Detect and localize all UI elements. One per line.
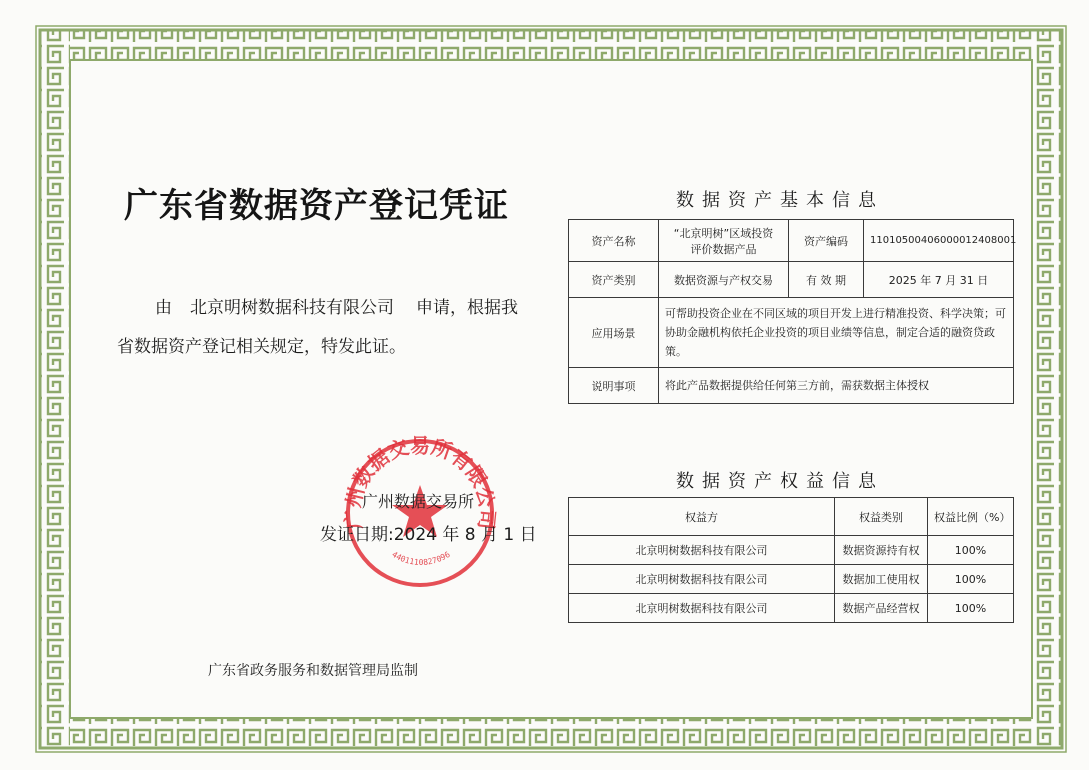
ratio-cell: 100% <box>928 536 1014 565</box>
table-row <box>569 368 1014 404</box>
svg-text:4401110827096 <box>390 550 452 567</box>
certificate-title: 广东省数据资产登记凭证 <box>124 186 509 226</box>
party-cell: 北京明树数据科技有限公司 <box>569 565 835 594</box>
notes-label: 说明事项 <box>569 368 659 404</box>
category-cell: 数据加工使用权 <box>835 565 928 594</box>
statement-suffix: 申请，根据我 <box>416 298 518 318</box>
rights-info-title: 数据资产权益信息 <box>676 471 884 492</box>
header-ratio: 权益比例（%） <box>928 498 1014 536</box>
validity-label: 有 效 期 <box>789 262 864 298</box>
header-party: 权益方 <box>569 498 835 536</box>
asset-name-line-1: “北京明树”区域投资 <box>673 226 774 240</box>
statement-line-2: 省数据资产登记相关规定，特发此证。 <box>117 337 406 357</box>
asset-code-label: 资产编码 <box>789 220 864 262</box>
issue-date: 发证日期:2024 年 8 月 1 日 <box>320 525 537 545</box>
asset-name-value <box>659 220 789 262</box>
table-row <box>569 536 1014 565</box>
asset-code-value: 11010500406000012408001 <box>864 220 1014 262</box>
asset-category-value: 数据资源与产权交易 <box>659 262 789 298</box>
table-header-row <box>569 498 1014 536</box>
official-seal <box>340 433 500 593</box>
ratio-cell: 100% <box>928 565 1014 594</box>
scenario-value: 可帮助投资企业在不同区域的项目开发上进行精准投资、科学决策；可协助金融机构依托企业投资的项目业绩等信息，制定合适的融资贷政策。 <box>659 298 1014 368</box>
table-row <box>569 262 1014 298</box>
asset-name-line-2: 评价数据产品 <box>690 242 757 256</box>
table-row <box>569 594 1014 623</box>
issuer-name: 广州数据交易所 <box>362 492 475 511</box>
table-row <box>569 220 1014 262</box>
asset-category-label: 资产类别 <box>569 262 659 298</box>
basic-info-table <box>568 219 1017 404</box>
ratio-cell: 100% <box>928 594 1014 623</box>
statement-prefix: 由 <box>155 298 172 318</box>
seal-ring-text: 广州数据交易所有限公司 <box>340 433 500 531</box>
basic-info-title: 数据资产基本信息 <box>676 190 884 211</box>
scenario-label: 应用场景 <box>569 298 659 368</box>
table-row <box>569 298 1014 368</box>
party-cell: 北京明树数据科技有限公司 <box>569 594 835 623</box>
party-cell: 北京明树数据科技有限公司 <box>569 536 835 565</box>
notes-value: 将此产品数据提供给任何第三方前，需获数据主体授权 <box>659 368 1014 404</box>
applicant-name: 北京明树数据科技有限公司 <box>190 298 394 318</box>
rights-info-table <box>568 497 1014 623</box>
statement-line-1 <box>155 293 518 318</box>
supervisor-text: 广东省政务服务和数据管理局监制 <box>208 663 418 679</box>
category-cell: 数据资源持有权 <box>835 536 928 565</box>
asset-name-label: 资产名称 <box>569 220 659 262</box>
seal-serial: 4401110827096 <box>390 549 452 568</box>
table-row <box>569 565 1014 594</box>
category-cell: 数据产品经营权 <box>835 594 928 623</box>
header-category: 权益类别 <box>835 498 928 536</box>
validity-value: 2025 年 7 月 31 日 <box>864 262 1014 298</box>
